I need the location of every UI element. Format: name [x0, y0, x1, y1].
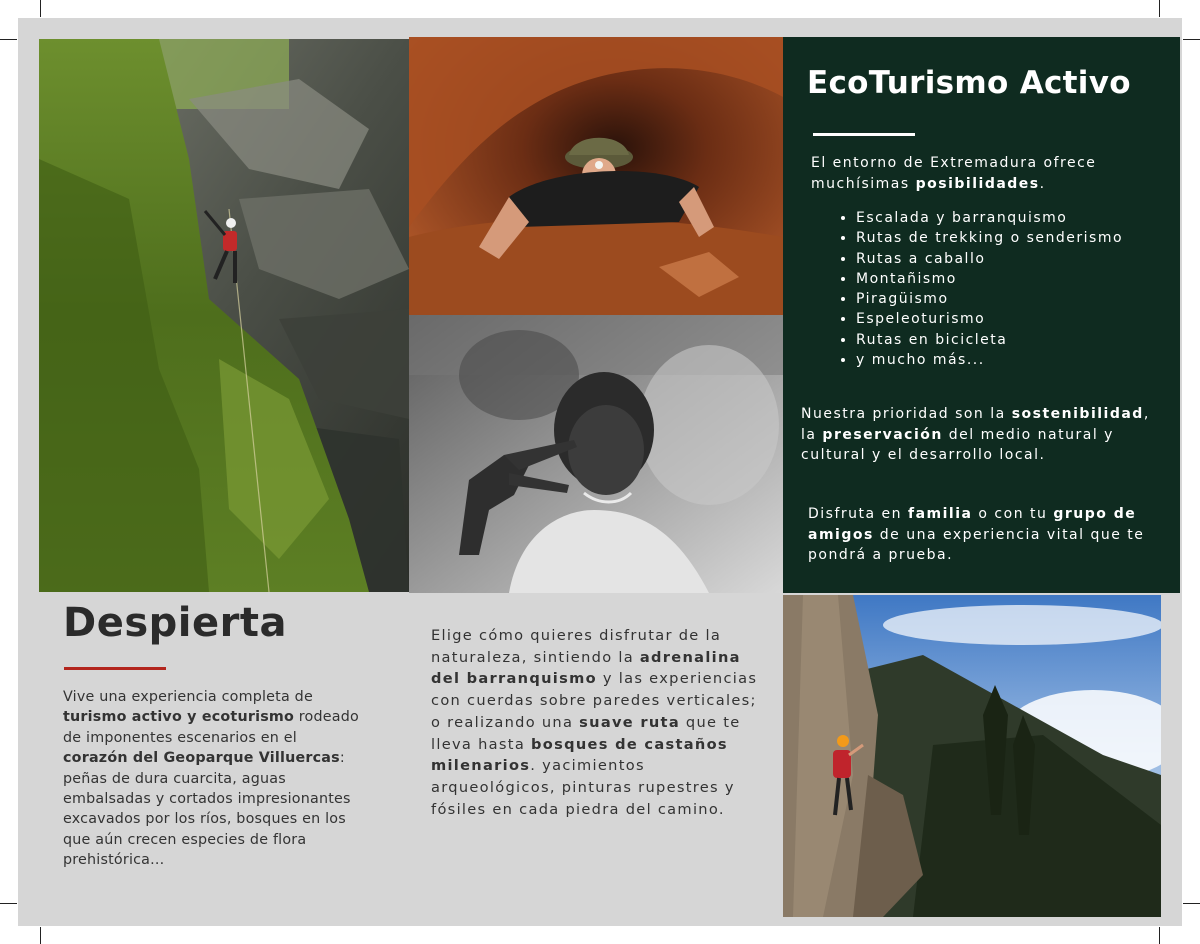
- despierta-bold: turismo activo y ecoturismo: [63, 709, 295, 726]
- crop-mark: [40, 0, 41, 17]
- list-item: • Espeleoturismo: [856, 309, 1200, 329]
- crop-mark: [1159, 927, 1160, 944]
- climbing-photo: [783, 595, 1161, 917]
- middle-text: . yacimientos arqueológicos, pinturas rupestres y fósiles en cada piedra del camino.: [431, 757, 735, 818]
- middle-text: y las experiencias con cuerdas sobre paredes verticales; o realizando una: [431, 670, 758, 731]
- middle-text: Elige cómo quieres disfrutar de la naturaleza, sintiendo la: [431, 627, 722, 666]
- priority-paragraph: [801, 404, 1151, 466]
- despierta-text: : peñas de dura cuarcita, aguas embalsadas y cortados impresionantes excavados por los ríos, bosques en los que aún crecen especies de flora prehistórica...: [63, 750, 351, 869]
- priority-bold: preservación: [822, 426, 943, 443]
- crop-mark: [1159, 0, 1160, 17]
- priority-text: del medio natural y cultural y el desarrollo local.: [801, 426, 1114, 463]
- despierta-title: Despierta: [63, 600, 287, 646]
- ecoturismo-panel: [783, 37, 1180, 593]
- panel-title: EcoTurismo Activo: [807, 65, 1131, 101]
- crop-mark: [0, 903, 17, 904]
- middle-bold: adrenalina del barranquismo: [431, 648, 741, 688]
- enjoy-bold: grupo de amigos: [808, 506, 1137, 543]
- list-item: • Rutas en bicicleta: [856, 330, 1200, 350]
- list-item: • Piragüismo: [856, 289, 1200, 309]
- despierta-paragraph: [63, 687, 363, 871]
- despierta-text: rodeado de imponentes escenarios en el: [63, 709, 359, 746]
- intro-text: El entorno de Extremadura ofrece muchísimas: [811, 155, 1097, 192]
- middle-bold: suave ruta: [579, 713, 680, 731]
- priority-text: , la: [801, 406, 1150, 443]
- middle-bold: bosques de castaños milenarios: [431, 735, 728, 775]
- list-item: • y mucho más...: [856, 350, 1200, 370]
- despierta-bold: corazón del Geoparque Villuercas: [63, 750, 340, 767]
- list-item: • Montañismo: [856, 269, 1200, 289]
- list-item: • Escalada y barranquismo: [856, 208, 1200, 228]
- middle-paragraph: [431, 625, 771, 820]
- activities-list: [813, 208, 1200, 370]
- intro-bold: posibilidades: [915, 175, 1040, 192]
- crop-mark: [40, 927, 41, 944]
- enjoy-paragraph: [808, 504, 1153, 566]
- panel-intro: [811, 153, 1151, 194]
- crop-mark: [1183, 903, 1200, 904]
- enjoy-text: Disfruta en: [808, 506, 908, 522]
- crop-mark: [1183, 39, 1200, 40]
- title-divider: [813, 133, 915, 136]
- enjoy-text: de una experiencia vital que te pondrá a prueba.: [808, 526, 1145, 563]
- list-item: • Rutas a caballo: [856, 249, 1200, 269]
- middle-text: que te lleva hasta: [431, 713, 741, 753]
- enjoy-bold: familia: [907, 506, 973, 522]
- cave-photo: [409, 37, 783, 315]
- title-divider: [64, 667, 166, 670]
- list-item: • Rutas de trekking o senderismo: [856, 228, 1200, 248]
- despierta-text: Vive una experiencia completa de: [63, 689, 313, 705]
- priority-bold: sostenibilidad: [1011, 406, 1144, 422]
- enjoy-text: o con tu: [972, 506, 1054, 522]
- priority-text: Nuestra prioridad son la: [801, 406, 1012, 422]
- intro-end: .: [1039, 175, 1046, 192]
- crop-mark: [0, 39, 17, 40]
- girl-photo: [409, 315, 783, 593]
- canyoning-photo: [39, 39, 409, 592]
